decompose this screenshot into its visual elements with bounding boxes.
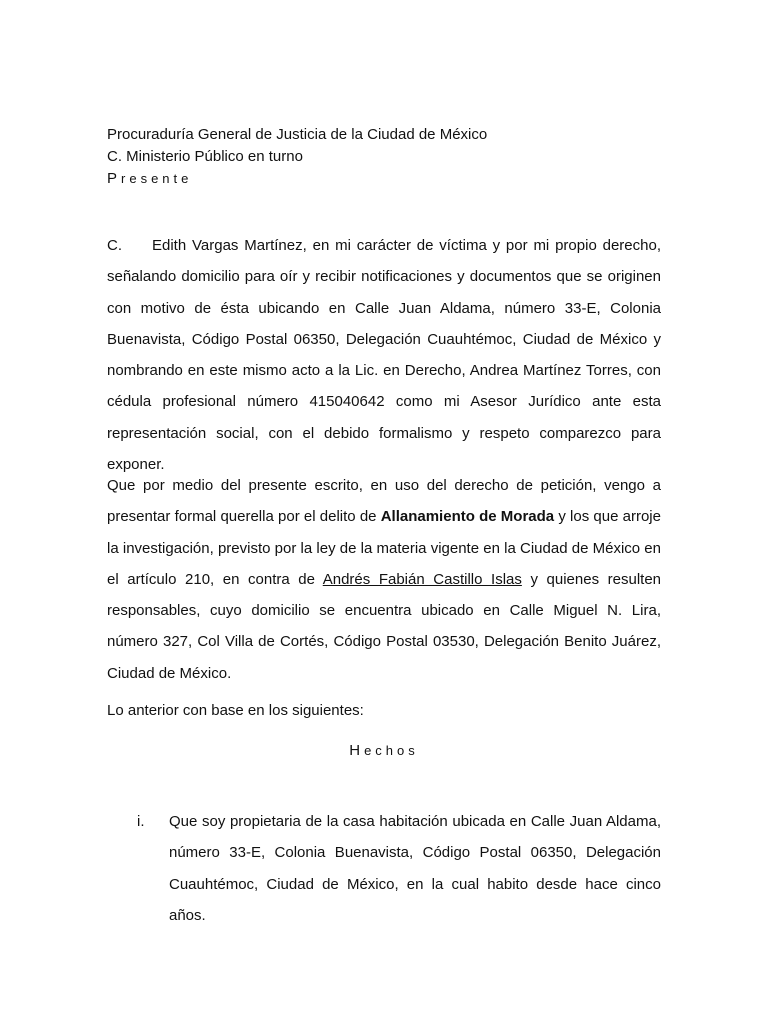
- paragraph-introduction: [107, 230, 661, 480]
- accused-name: Andrés Fabián Castillo Islas: [322, 570, 522, 588]
- presente-heading: Presente: [107, 170, 193, 187]
- paragraph-querella: Que por medio del presente escrito, en uso del derecho de petición, vengo a presentar formal querella por el delito de Allanamiento de Morada y los que arroje la investigación, previsto por la ley de la materia vigente en la Ciudad de México en el artículo 210, en contra de Andrés Fabián Castillo Islas y quienes resulten responsables, cuyo domicilio se encuentra ubicado en Calle Miguel N. Lira, número 327, Col Villa de Cortés, Código Postal 03530, Delegación Benito Juárez, Ciudad de México.: [107, 477, 662, 682]
- list-item-number: i.: [137, 813, 145, 830]
- addressee-line-1: Procuraduría General de Justicia de la Ciudad de México: [107, 126, 488, 143]
- addressee-block: [107, 124, 487, 190]
- paragraph-body: Edith Vargas Martínez, en mi carácter de víctima y por mi propio derecho, señalando domicilio para oír y recibir notificaciones y documentos que se originen con motivo de ésta ubicando en Calle Juan Aldama, número 33-E, Colonia Buenavista, Código Postal 06350, Delegación Cuauhtémoc, Ciudad de México y nombrando en este mismo acto a la Lic. en Derecho, Andrea Martínez Torres, con cédula profesional número 415040642 como mi Asesor Jurídico ante esta representación social, con el debido formalismo y respeto comparezco para exponer.: [107, 237, 661, 474]
- list-item-text: Que soy propietaria de la casa habitación ubicada en Calle Juan Aldama, número 33-E, Colonia Buenavista, Código Postal 06350, Delegación Cuauhtémoc, Ciudad de México, en la cual habito desde hace cinco años.: [169, 813, 661, 924]
- addressee-line-2: C. Ministerio Público en turno: [107, 148, 303, 165]
- hechos-heading: Hechos: [349, 742, 419, 759]
- crime-name: Allanamiento de Morada: [380, 508, 555, 526]
- paragraph-prefix: C.: [107, 237, 122, 254]
- lead-in-text: Lo anterior con base en los siguientes:: [107, 702, 364, 719]
